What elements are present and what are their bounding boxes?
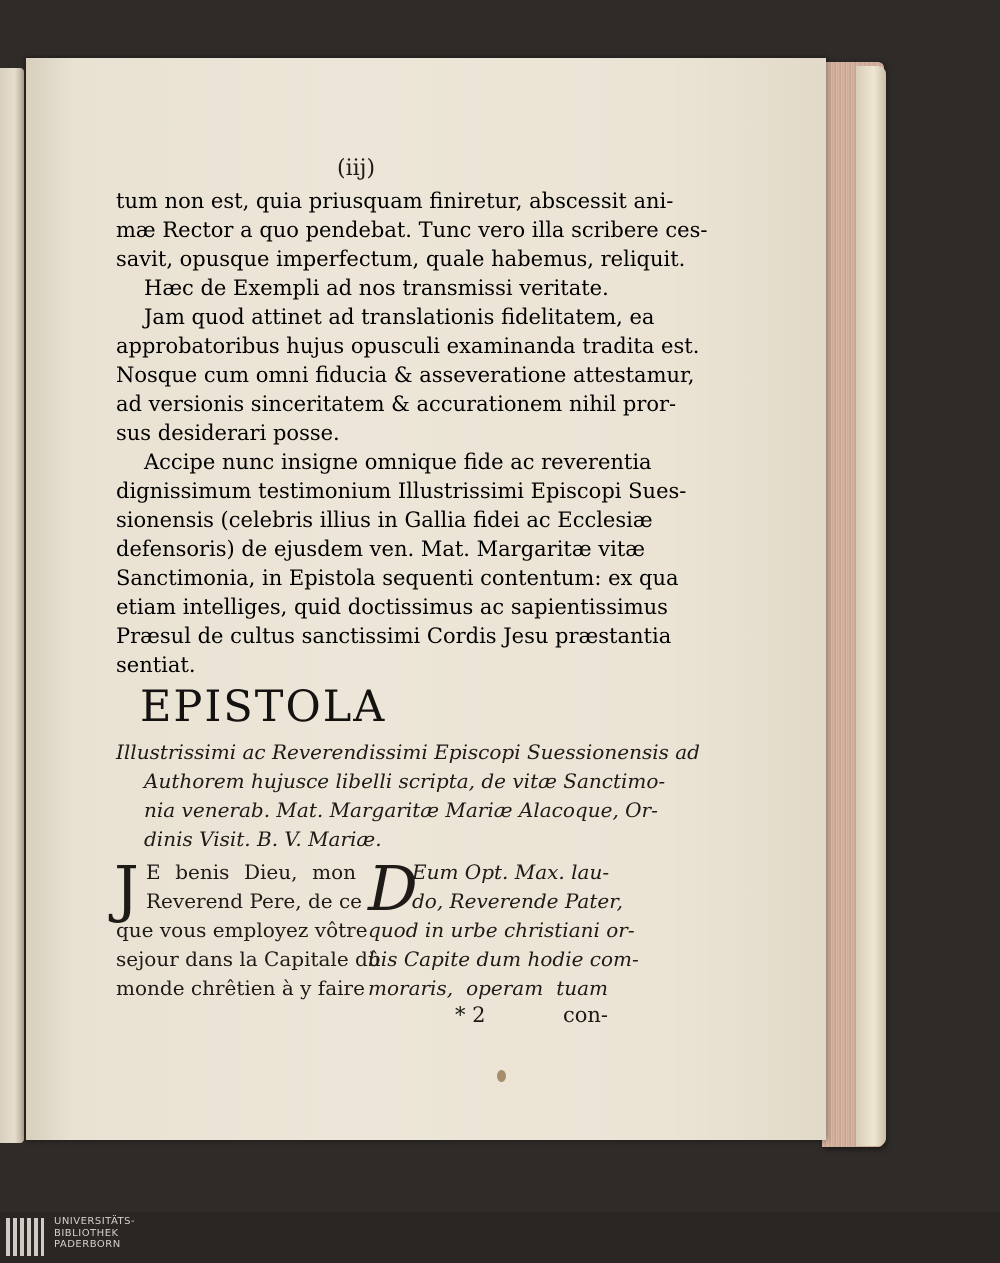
french-line: monde chrêtien à y faire <box>116 976 365 1000</box>
body-line: Nosque cum omni fiducia & asseveratione attestamur, <box>116 363 695 387</box>
body-line: Sanctimonia, in Epistola sequenti contentum: ex qua <box>116 566 679 590</box>
body-line: Præsul de cultus sanctissimi Cordis Jesu præstantia <box>116 624 672 648</box>
subheading-line: Illustrissimi ac Reverendissimi Episcopi Suessionensis ad <box>116 740 700 764</box>
logo-line: UNIVERSITÄTS- <box>54 1216 136 1227</box>
subheading-line: dinis Visit. B. V. Mariæ. <box>144 827 382 851</box>
body-line: etiam intelliges, quid doctissimus ac sapientissimus <box>116 595 668 619</box>
logo-line: BIBLIOTHEK <box>54 1227 119 1239</box>
page-number: (iij) <box>337 156 376 181</box>
body-line: approbatoribus hujus opusculi examinanda tradita est. <box>116 334 700 358</box>
catchword: con- <box>563 1003 609 1027</box>
body-line: mæ Rector a quo pendebat. Tunc vero illa scribere ces- <box>116 218 708 242</box>
left-page-edge <box>0 68 24 1143</box>
library-logo-icon <box>6 1218 46 1256</box>
french-dropcap: J <box>114 852 139 925</box>
library-logo-text <box>54 1216 135 1251</box>
body-line: Hæc de Exempli ad nos transmissi veritate. <box>144 276 609 300</box>
signature-mark: * 2 <box>455 1003 486 1027</box>
logo-line: PADERBORN <box>54 1239 121 1250</box>
body-line: dignissimum testimonium Illustrissimi Episcopi Sues- <box>116 479 687 503</box>
body-line: Jam quod attinet ad translationis fidelitatem, ea <box>144 305 655 329</box>
latin-line: Eum Opt. Max. lau- <box>412 860 610 884</box>
subheading-line: Authorem hujusce libelli scripta, de vitæ Sanctimo- <box>144 769 666 793</box>
epistola-heading: EPISTOLA <box>140 682 387 732</box>
body-line: sus desiderari posse. <box>116 421 340 445</box>
body-line: Accipe nunc insigne omnique fide ac reverentia <box>144 450 652 474</box>
body-line: savit, opusque imperfectum, quale habemus, reliquit. <box>116 247 686 271</box>
body-line: tum non est, quia priusquam finiretur, abscessit ani- <box>116 189 674 213</box>
body-line: ad versionis sinceritatem & accurationem nihil pror- <box>116 392 677 416</box>
latin-line: bis Capite dum hodie com- <box>368 947 639 971</box>
book-cover-edge <box>856 66 886 1146</box>
latin-line: do, Reverende Pater, <box>412 889 623 913</box>
paper-stain <box>497 1070 506 1082</box>
body-line: sionensis (celebris illius in Gallia fidei ac Ecclesiæ <box>116 508 653 532</box>
latin-line: quod in urbe christiani or- <box>368 918 635 942</box>
body-line: sentiat. <box>116 653 196 677</box>
body-line: defensoris) de ejusdem ven. Mat. Margaritæ vitæ <box>116 537 646 561</box>
subheading-line: nia venerab. Mat. Margaritæ Mariæ Alacoque, Or- <box>144 798 658 822</box>
french-line: E benis Dieu, mon <box>146 860 356 884</box>
latin-line: moraris, operam tuam <box>368 976 608 1000</box>
french-line: que vous employez vôtre <box>116 918 368 942</box>
french-line: Reverend Pere, de ce <box>146 889 363 913</box>
library-footer <box>0 1212 1000 1263</box>
french-line: sejour dans la Capitale dû <box>116 947 381 971</box>
latin-dropcap: D <box>368 852 418 925</box>
